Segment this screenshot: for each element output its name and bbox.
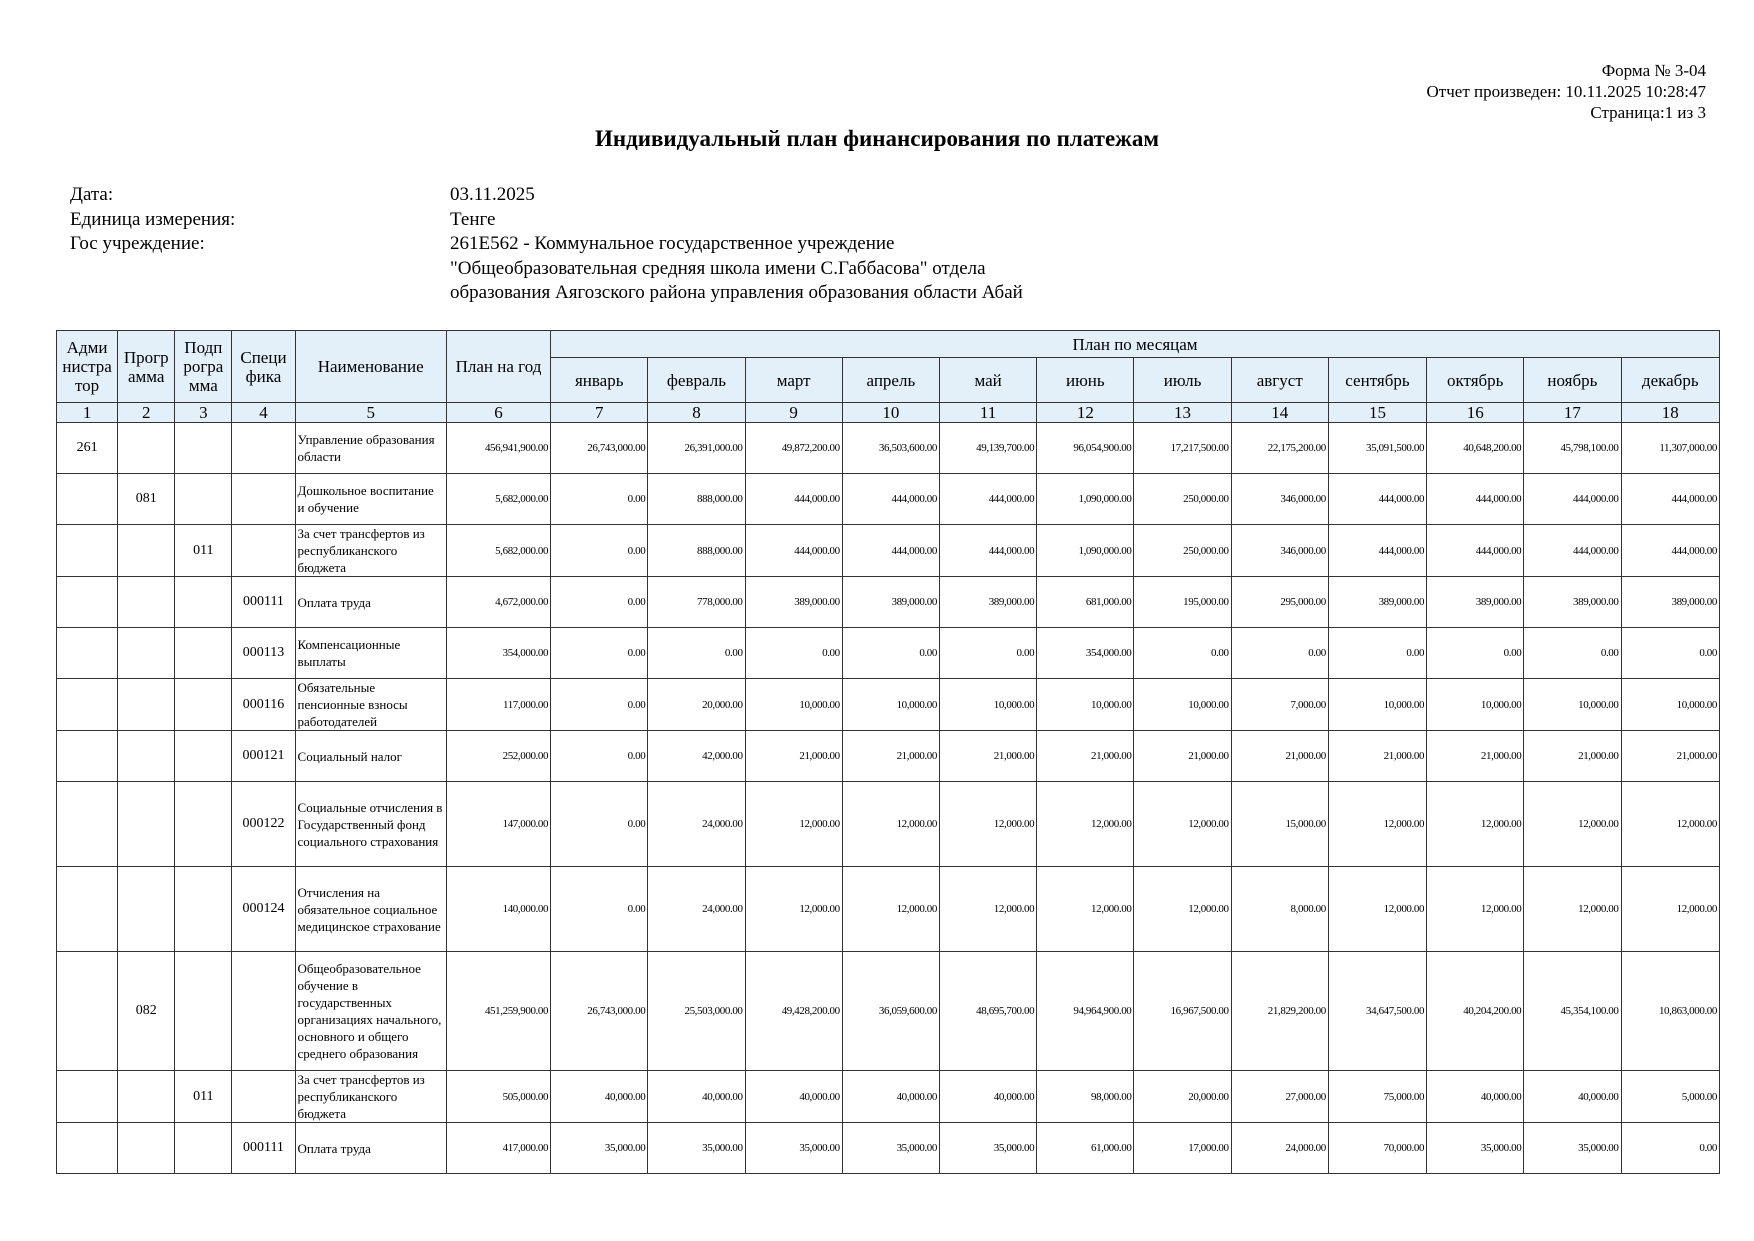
cell-month: 15,000.00 xyxy=(1231,782,1328,867)
cell-program xyxy=(118,679,175,731)
col-header-program: Прогр амма xyxy=(118,331,175,403)
header-row-numbers xyxy=(57,403,1720,423)
cell-month: 389,000.00 xyxy=(1621,577,1719,628)
cell-month: 35,000.00 xyxy=(745,1123,842,1174)
cell-month: 22,175,200.00 xyxy=(1231,423,1328,474)
cell-program xyxy=(118,1071,175,1123)
col-header-month: октябрь xyxy=(1427,358,1524,403)
cell-month: 389,000.00 xyxy=(1427,577,1524,628)
cell-month: 10,000.00 xyxy=(1621,679,1719,731)
cell-admin xyxy=(57,731,118,782)
cell-month: 21,000.00 xyxy=(1328,731,1426,782)
cell-program xyxy=(118,577,175,628)
info-block xyxy=(70,183,1150,306)
col-number: 4 xyxy=(232,403,295,423)
col-number: 11 xyxy=(939,403,1036,423)
page-title: Индивидуальный план финансирования по платежам xyxy=(594,126,1160,151)
institution-line: 261E562 - Коммунальное государственное учреждение xyxy=(450,233,895,254)
cell-month: 888,000.00 xyxy=(648,525,745,577)
cell-month: 444,000.00 xyxy=(1328,474,1426,525)
cell-month: 96,054,900.00 xyxy=(1037,423,1134,474)
cell-month: 10,000.00 xyxy=(939,679,1036,731)
cell-plan-year: 140,000.00 xyxy=(446,867,550,952)
cell-month: 35,000.00 xyxy=(648,1123,745,1174)
cell-month: 0.00 xyxy=(745,628,842,679)
cell-specifics xyxy=(232,525,295,577)
cell-subprogram xyxy=(175,1123,232,1174)
cell-month: 21,000.00 xyxy=(1427,731,1524,782)
cell-month: 1,090,000.00 xyxy=(1037,525,1134,577)
cell-month: 0.00 xyxy=(1328,628,1426,679)
col-number: 8 xyxy=(648,403,745,423)
cell-month: 40,648,200.00 xyxy=(1427,423,1524,474)
cell-admin xyxy=(57,1123,118,1174)
cell-plan-year: 147,000.00 xyxy=(446,782,550,867)
cell-plan-year: 252,000.00 xyxy=(446,731,550,782)
cell-month: 12,000.00 xyxy=(1037,867,1134,952)
cell-month: 346,000.00 xyxy=(1231,525,1328,577)
cell-name: Дошкольное воспитание и обучение xyxy=(295,474,446,525)
cell-admin xyxy=(57,679,118,731)
cell-specifics: 000122 xyxy=(232,782,295,867)
cell-month: 0.00 xyxy=(1427,628,1524,679)
cell-month: 45,354,100.00 xyxy=(1524,952,1621,1071)
info-row-institution xyxy=(70,232,1150,306)
cell-month: 21,000.00 xyxy=(1524,731,1621,782)
cell-month: 444,000.00 xyxy=(1328,525,1426,577)
cell-month: 444,000.00 xyxy=(1621,474,1719,525)
cell-month: 24,000.00 xyxy=(1231,1123,1328,1174)
cell-plan-year: 4,672,000.00 xyxy=(446,577,550,628)
cell-subprogram xyxy=(175,731,232,782)
cell-month: 49,428,200.00 xyxy=(745,952,842,1071)
cell-name: Общеобразовательное обучение в государственных организациях начального, основного и общего среднего образования xyxy=(295,952,446,1071)
cell-month: 35,000.00 xyxy=(551,1123,648,1174)
cell-subprogram: 011 xyxy=(175,525,232,577)
cell-month: 35,091,500.00 xyxy=(1328,423,1426,474)
col-header-month: декабрь xyxy=(1621,358,1719,403)
cell-month: 444,000.00 xyxy=(1427,474,1524,525)
col-number: 16 xyxy=(1427,403,1524,423)
cell-subprogram xyxy=(175,423,232,474)
cell-month: 10,863,000.00 xyxy=(1621,952,1719,1071)
date-value: 03.11.2025 xyxy=(450,184,535,205)
cell-month: 444,000.00 xyxy=(1427,525,1524,577)
cell-name: Обязательные пенсионные взносы работодателей xyxy=(295,679,446,731)
cell-month: 5,000.00 xyxy=(1621,1071,1719,1123)
col-number: 15 xyxy=(1328,403,1426,423)
cell-month: 0.00 xyxy=(551,474,648,525)
cell-admin xyxy=(57,1071,118,1123)
table-row xyxy=(57,731,1720,782)
cell-name: Управление образования области xyxy=(295,423,446,474)
cell-month: 49,139,700.00 xyxy=(939,423,1036,474)
cell-admin xyxy=(57,577,118,628)
page-indicator: Страница:1 из 3 xyxy=(1590,103,1706,122)
cell-month: 10,000.00 xyxy=(1427,679,1524,731)
cell-month: 12,000.00 xyxy=(1427,867,1524,952)
table-body xyxy=(57,423,1720,1174)
col-header-month: ноябрь xyxy=(1524,358,1621,403)
cell-month: 12,000.00 xyxy=(1621,782,1719,867)
cell-month: 0.00 xyxy=(1621,628,1719,679)
cell-month: 21,829,200.00 xyxy=(1231,952,1328,1071)
cell-month: 49,872,200.00 xyxy=(745,423,842,474)
cell-month: 35,000.00 xyxy=(939,1123,1036,1174)
cell-admin: 261 xyxy=(57,423,118,474)
cell-month: 40,204,200.00 xyxy=(1427,952,1524,1071)
col-number: 12 xyxy=(1037,403,1134,423)
cell-month: 48,695,700.00 xyxy=(939,952,1036,1071)
cell-month: 35,000.00 xyxy=(842,1123,939,1174)
cell-admin xyxy=(57,474,118,525)
cell-program xyxy=(118,1123,175,1174)
cell-month: 444,000.00 xyxy=(939,474,1036,525)
cell-month: 40,000.00 xyxy=(648,1071,745,1123)
cell-subprogram xyxy=(175,679,232,731)
info-row-date xyxy=(70,183,1150,208)
cell-month: 20,000.00 xyxy=(1134,1071,1231,1123)
cell-month: 42,000.00 xyxy=(648,731,745,782)
cell-month: 0.00 xyxy=(842,628,939,679)
cell-month: 250,000.00 xyxy=(1134,525,1231,577)
cell-plan-year: 451,259,900.00 xyxy=(446,952,550,1071)
cell-month: 17,217,500.00 xyxy=(1134,423,1231,474)
cell-month: 10,000.00 xyxy=(842,679,939,731)
table-row xyxy=(57,1123,1720,1174)
cell-subprogram xyxy=(175,577,232,628)
cell-month: 444,000.00 xyxy=(939,525,1036,577)
cell-month: 444,000.00 xyxy=(842,474,939,525)
table-row xyxy=(57,952,1720,1071)
col-header-month: июнь xyxy=(1037,358,1134,403)
cell-name: Компенсационные выплаты xyxy=(295,628,446,679)
cell-specifics: 000111 xyxy=(232,577,295,628)
financing-plan-table xyxy=(56,330,1720,1174)
cell-month: 40,000.00 xyxy=(551,1071,648,1123)
header-row-top xyxy=(57,331,1720,358)
cell-month: 778,000.00 xyxy=(648,577,745,628)
cell-month: 26,743,000.00 xyxy=(551,423,648,474)
cell-specifics: 000116 xyxy=(232,679,295,731)
table-row xyxy=(57,679,1720,731)
cell-admin xyxy=(57,628,118,679)
col-header-month: сентябрь xyxy=(1328,358,1426,403)
cell-plan-year: 5,682,000.00 xyxy=(446,474,550,525)
report-meta xyxy=(1427,60,1706,123)
cell-month: 0.00 xyxy=(1524,628,1621,679)
cell-admin xyxy=(57,782,118,867)
cell-name: Оплата труда xyxy=(295,577,446,628)
cell-specifics xyxy=(232,423,295,474)
cell-month: 24,000.00 xyxy=(648,867,745,952)
cell-month: 444,000.00 xyxy=(1524,474,1621,525)
cell-month: 25,503,000.00 xyxy=(648,952,745,1071)
cell-month: 21,000.00 xyxy=(1231,731,1328,782)
col-number: 3 xyxy=(175,403,232,423)
cell-month: 888,000.00 xyxy=(648,474,745,525)
cell-month: 0.00 xyxy=(551,628,648,679)
cell-month: 61,000.00 xyxy=(1037,1123,1134,1174)
table-row xyxy=(57,782,1720,867)
cell-subprogram xyxy=(175,474,232,525)
cell-program xyxy=(118,628,175,679)
cell-specifics xyxy=(232,1071,295,1123)
cell-month: 98,000.00 xyxy=(1037,1071,1134,1123)
report-generated: Отчет произведен: 10.11.2025 10:28:47 xyxy=(1426,82,1706,101)
cell-month: 12,000.00 xyxy=(939,867,1036,952)
cell-month: 354,000.00 xyxy=(1037,628,1134,679)
cell-specifics: 000111 xyxy=(232,1123,295,1174)
cell-month: 0.00 xyxy=(648,628,745,679)
col-header-month: март xyxy=(745,358,842,403)
cell-name: За счет трансфертов из республиканского бюджета xyxy=(295,525,446,577)
table-row xyxy=(57,525,1720,577)
col-header-month: июль xyxy=(1134,358,1231,403)
cell-month: 21,000.00 xyxy=(745,731,842,782)
date-label: Дата: xyxy=(70,184,114,205)
cell-plan-year: 417,000.00 xyxy=(446,1123,550,1174)
cell-program xyxy=(118,423,175,474)
cell-name: Социальный налог xyxy=(295,731,446,782)
cell-month: 250,000.00 xyxy=(1134,474,1231,525)
cell-month: 21,000.00 xyxy=(842,731,939,782)
cell-month: 11,307,000.00 xyxy=(1621,423,1719,474)
cell-month: 0.00 xyxy=(551,867,648,952)
col-number: 6 xyxy=(446,403,550,423)
table-row xyxy=(57,1071,1720,1123)
col-header-subprogram: Подп рогра мма xyxy=(175,331,232,403)
col-header-plan-months: План по месяцам xyxy=(551,331,1720,358)
cell-month: 45,798,100.00 xyxy=(1524,423,1621,474)
cell-subprogram xyxy=(175,867,232,952)
cell-month: 8,000.00 xyxy=(1231,867,1328,952)
cell-name: Отчисления на обязательное социальное медицинское страхование xyxy=(295,867,446,952)
cell-month: 35,000.00 xyxy=(1427,1123,1524,1174)
cell-program: 082 xyxy=(118,952,175,1071)
col-number: 7 xyxy=(551,403,648,423)
cell-month: 21,000.00 xyxy=(1134,731,1231,782)
col-header-month: февраль xyxy=(648,358,745,403)
col-number: 5 xyxy=(295,403,446,423)
cell-month: 27,000.00 xyxy=(1231,1071,1328,1123)
cell-plan-year: 456,941,900.00 xyxy=(446,423,550,474)
cell-name: Оплата труда xyxy=(295,1123,446,1174)
cell-specifics: 000121 xyxy=(232,731,295,782)
cell-program xyxy=(118,867,175,952)
col-number: 14 xyxy=(1231,403,1328,423)
cell-month: 26,743,000.00 xyxy=(551,952,648,1071)
cell-month: 10,000.00 xyxy=(1134,679,1231,731)
cell-month: 346,000.00 xyxy=(1231,474,1328,525)
cell-month: 681,000.00 xyxy=(1037,577,1134,628)
cell-month: 12,000.00 xyxy=(1037,782,1134,867)
cell-month: 7,000.00 xyxy=(1231,679,1328,731)
cell-specifics xyxy=(232,474,295,525)
col-number: 1 xyxy=(57,403,118,423)
table-row xyxy=(57,867,1720,952)
cell-subprogram xyxy=(175,628,232,679)
cell-month: 12,000.00 xyxy=(1134,867,1231,952)
cell-month: 0.00 xyxy=(1621,1123,1719,1174)
cell-month: 40,000.00 xyxy=(842,1071,939,1123)
cell-plan-year: 505,000.00 xyxy=(446,1071,550,1123)
cell-month: 35,000.00 xyxy=(1524,1123,1621,1174)
cell-month: 21,000.00 xyxy=(1621,731,1719,782)
cell-specifics: 000113 xyxy=(232,628,295,679)
cell-month: 0.00 xyxy=(551,577,648,628)
cell-month: 10,000.00 xyxy=(1037,679,1134,731)
cell-month: 17,000.00 xyxy=(1134,1123,1231,1174)
cell-month: 389,000.00 xyxy=(939,577,1036,628)
cell-admin xyxy=(57,952,118,1071)
cell-subprogram xyxy=(175,782,232,867)
cell-month: 389,000.00 xyxy=(842,577,939,628)
table-row xyxy=(57,423,1720,474)
col-number: 17 xyxy=(1524,403,1621,423)
cell-month: 444,000.00 xyxy=(842,525,939,577)
cell-month: 0.00 xyxy=(1231,628,1328,679)
cell-admin xyxy=(57,525,118,577)
cell-month: 12,000.00 xyxy=(1427,782,1524,867)
col-number: 10 xyxy=(842,403,939,423)
cell-month: 389,000.00 xyxy=(745,577,842,628)
cell-program xyxy=(118,782,175,867)
cell-program xyxy=(118,731,175,782)
cell-month: 12,000.00 xyxy=(939,782,1036,867)
cell-plan-year: 117,000.00 xyxy=(446,679,550,731)
col-header-month: январь xyxy=(551,358,648,403)
cell-month: 12,000.00 xyxy=(842,867,939,952)
cell-subprogram: 011 xyxy=(175,1071,232,1123)
cell-month: 12,000.00 xyxy=(745,867,842,952)
cell-month: 26,391,000.00 xyxy=(648,423,745,474)
cell-program: 081 xyxy=(118,474,175,525)
cell-program xyxy=(118,525,175,577)
cell-month: 34,647,500.00 xyxy=(1328,952,1426,1071)
cell-month: 10,000.00 xyxy=(745,679,842,731)
cell-month: 20,000.00 xyxy=(648,679,745,731)
cell-month: 12,000.00 xyxy=(842,782,939,867)
cell-month: 21,000.00 xyxy=(1037,731,1134,782)
col-header-admin: Адми нистра тор xyxy=(57,331,118,403)
cell-month: 12,000.00 xyxy=(1524,782,1621,867)
cell-month: 36,503,600.00 xyxy=(842,423,939,474)
cell-month: 389,000.00 xyxy=(1328,577,1426,628)
table-row xyxy=(57,577,1720,628)
col-header-name: Наименование xyxy=(295,331,446,403)
col-number: 18 xyxy=(1621,403,1719,423)
cell-month: 0.00 xyxy=(551,679,648,731)
cell-month: 12,000.00 xyxy=(1328,867,1426,952)
cell-month: 0.00 xyxy=(939,628,1036,679)
cell-month: 16,967,500.00 xyxy=(1134,952,1231,1071)
cell-month: 0.00 xyxy=(1134,628,1231,679)
cell-month: 295,000.00 xyxy=(1231,577,1328,628)
cell-month: 36,059,600.00 xyxy=(842,952,939,1071)
cell-month: 12,000.00 xyxy=(1621,867,1719,952)
cell-month: 0.00 xyxy=(551,525,648,577)
institution-line: "Общеобразовательная средняя школа имени С.Габбасова" отдела xyxy=(450,257,986,279)
cell-month: 21,000.00 xyxy=(939,731,1036,782)
info-row-unit xyxy=(70,208,1150,233)
cell-month: 389,000.00 xyxy=(1524,577,1621,628)
cell-month: 444,000.00 xyxy=(1621,525,1719,577)
cell-month: 10,000.00 xyxy=(1524,679,1621,731)
institution-value xyxy=(450,232,1150,306)
institution-label: Гос учреждение: xyxy=(70,233,205,254)
cell-month: 24,000.00 xyxy=(648,782,745,867)
cell-month: 195,000.00 xyxy=(1134,577,1231,628)
unit-label: Единица измерения: xyxy=(70,208,236,230)
cell-month: 0.00 xyxy=(551,731,648,782)
col-header-month: май xyxy=(939,358,1036,403)
col-number: 13 xyxy=(1134,403,1231,423)
cell-plan-year: 354,000.00 xyxy=(446,628,550,679)
cell-month: 444,000.00 xyxy=(1524,525,1621,577)
cell-month: 12,000.00 xyxy=(745,782,842,867)
cell-specifics: 000124 xyxy=(232,867,295,952)
cell-month: 70,000.00 xyxy=(1328,1123,1426,1174)
cell-month: 444,000.00 xyxy=(745,474,842,525)
cell-month: 40,000.00 xyxy=(1524,1071,1621,1123)
cell-plan-year: 5,682,000.00 xyxy=(446,525,550,577)
table-row xyxy=(57,628,1720,679)
unit-value: Тенге xyxy=(450,208,496,230)
col-number: 9 xyxy=(745,403,842,423)
cell-specifics xyxy=(232,952,295,1071)
cell-month: 10,000.00 xyxy=(1328,679,1426,731)
col-header-specifics: Специ фика xyxy=(232,331,295,403)
cell-month: 94,964,900.00 xyxy=(1037,952,1134,1071)
cell-month: 40,000.00 xyxy=(939,1071,1036,1123)
col-header-plan-year: План на год xyxy=(446,331,550,403)
cell-admin xyxy=(57,867,118,952)
cell-month: 1,090,000.00 xyxy=(1037,474,1134,525)
cell-month: 40,000.00 xyxy=(745,1071,842,1123)
cell-month: 75,000.00 xyxy=(1328,1071,1426,1123)
col-number: 2 xyxy=(118,403,175,423)
cell-month: 40,000.00 xyxy=(1427,1071,1524,1123)
cell-month: 12,000.00 xyxy=(1524,867,1621,952)
cell-subprogram xyxy=(175,952,232,1071)
col-header-month: август xyxy=(1231,358,1328,403)
cell-name: За счет трансфертов из республиканского бюджета xyxy=(295,1071,446,1123)
table-row xyxy=(57,474,1720,525)
col-header-month: апрель xyxy=(842,358,939,403)
cell-month: 12,000.00 xyxy=(1134,782,1231,867)
cell-month: 444,000.00 xyxy=(745,525,842,577)
institution-line: образования Аягозского района управления образования области Абай xyxy=(450,282,1023,303)
form-number: Форма № 3-04 xyxy=(1601,61,1706,80)
cell-name: Социальные отчисления в Государственный фонд социального страхования xyxy=(295,782,446,867)
cell-month: 0.00 xyxy=(551,782,648,867)
cell-month: 12,000.00 xyxy=(1328,782,1426,867)
